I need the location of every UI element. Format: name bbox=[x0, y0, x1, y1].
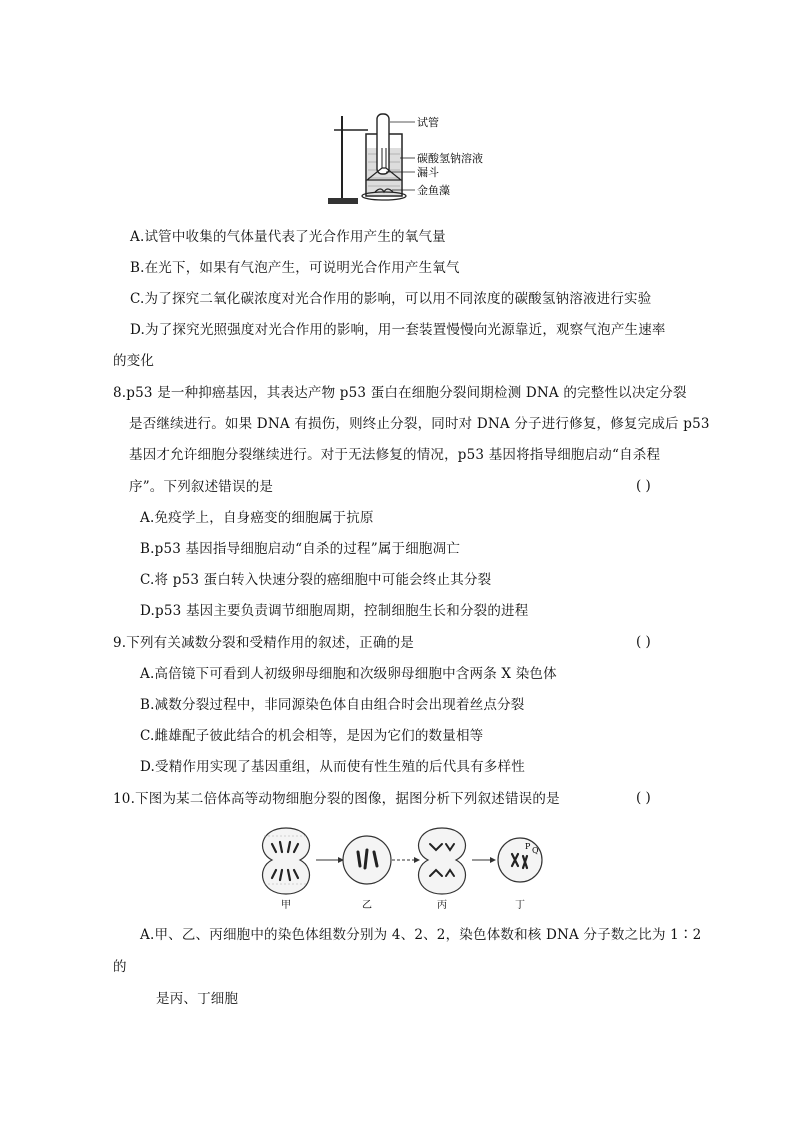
label-bicarbonate: 碳酸氢钠溶液 bbox=[417, 152, 483, 165]
q8-option-a: A.免疫学上，自身癌变的细胞属于抗原 bbox=[140, 510, 374, 526]
q10-option-a-line2: 的 bbox=[113, 959, 127, 975]
cell-ding bbox=[498, 838, 542, 882]
cell-label-jia: 甲 bbox=[281, 900, 291, 911]
q8-stem-line4: 序”。下列叙述错误的是 bbox=[129, 479, 274, 495]
q7-option-d-cont: 的变化 bbox=[113, 353, 155, 369]
cell-jia bbox=[263, 828, 310, 894]
q7-option-d: D.为了探究光照强度对光合作用的影响，用一套装置慢慢向光源靠近，观察气泡产生速率 bbox=[130, 322, 666, 338]
cell-mark-p: P bbox=[525, 842, 531, 851]
q10-option-a-line1: A.甲、乙、丙细胞中的染色体组数分别为 4、2、2，染色体数和核 DNA 分子数之比为 1∶2 bbox=[140, 927, 702, 943]
q10-stem: 10.下图为某二倍体高等动物细胞分裂的图像，据图分析下列叙述错误的是 bbox=[113, 791, 560, 807]
cell-division-figure bbox=[250, 822, 560, 912]
q7-option-c: C.为了探究二氧化碳浓度对光合作用的影响，可以用不同浓度的碳酸氢钠溶液进行实验 bbox=[130, 291, 652, 307]
q8-stem-line2: 是否继续进行。如果 DNA 有损伤，则终止分裂，同时对 DNA 分子进行修复，修复完成后 p53 bbox=[129, 416, 710, 432]
q8-stem-line3: 基因才允许细胞分裂继续进行。对于无法修复的情况，p53 基因将指导细胞启动“自杀程 bbox=[129, 447, 661, 463]
q9-option-a: A.高倍镜下可看到人初级卵母细胞和次级卵母细胞中含两条 X 染色体 bbox=[140, 666, 557, 682]
q10-option-a-line3: 是丙、丁细胞 bbox=[156, 991, 239, 1007]
cell-bing bbox=[419, 828, 466, 894]
q10-answer-paren: ( ) bbox=[636, 790, 651, 806]
cell-label-ding: 丁 bbox=[515, 900, 525, 911]
cell-yi bbox=[343, 836, 391, 884]
cell-label-bing: 丙 bbox=[437, 900, 447, 911]
label-waterweed: 金鱼藻 bbox=[417, 184, 450, 197]
apparatus-figure bbox=[320, 108, 520, 212]
q9-answer-paren: ( ) bbox=[636, 634, 651, 650]
cell-label-yi: 乙 bbox=[362, 900, 372, 911]
q9-option-c: C.雌雄配子彼此结合的机会相等，是因为它们的数量相等 bbox=[140, 728, 484, 744]
q9-option-b: B.减数分裂过程中，非同源染色体自由组合时会出现着丝点分裂 bbox=[140, 697, 525, 713]
q7-option-b: B.在光下，如果有气泡产生，可说明光合作用产生氧气 bbox=[130, 260, 460, 276]
q7-option-a: A.试管中收集的气体量代表了光合作用产生的氧气量 bbox=[130, 229, 446, 245]
label-funnel: 漏斗 bbox=[417, 166, 439, 179]
label-test-tube: 试管 bbox=[417, 116, 439, 129]
q9-stem: 9.下列有关减数分裂和受精作用的叙述，正确的是 bbox=[113, 635, 414, 651]
q8-stem-line1: 8.p53 是一种抑癌基因，其表达产物 p53 蛋白在细胞分裂间期检测 DNA 的完整性以决定分裂 bbox=[113, 385, 687, 401]
q8-answer-paren: ( ) bbox=[636, 478, 651, 494]
q8-option-d: D.p53 基因主要负责调节细胞周期，控制细胞生长和分裂的进程 bbox=[140, 603, 529, 619]
q9-option-d: D.受精作用实现了基因重组，从而使有性生殖的后代具有多样性 bbox=[140, 759, 525, 775]
q8-option-c: C.将 p53 蛋白转入快速分裂的癌细胞中可能会终止其分裂 bbox=[140, 572, 492, 588]
cell-mark-q: Q bbox=[532, 846, 539, 855]
q8-option-b: B.p53 基因指导细胞启动“自杀的过程”属于细胞凋亡 bbox=[140, 541, 461, 557]
